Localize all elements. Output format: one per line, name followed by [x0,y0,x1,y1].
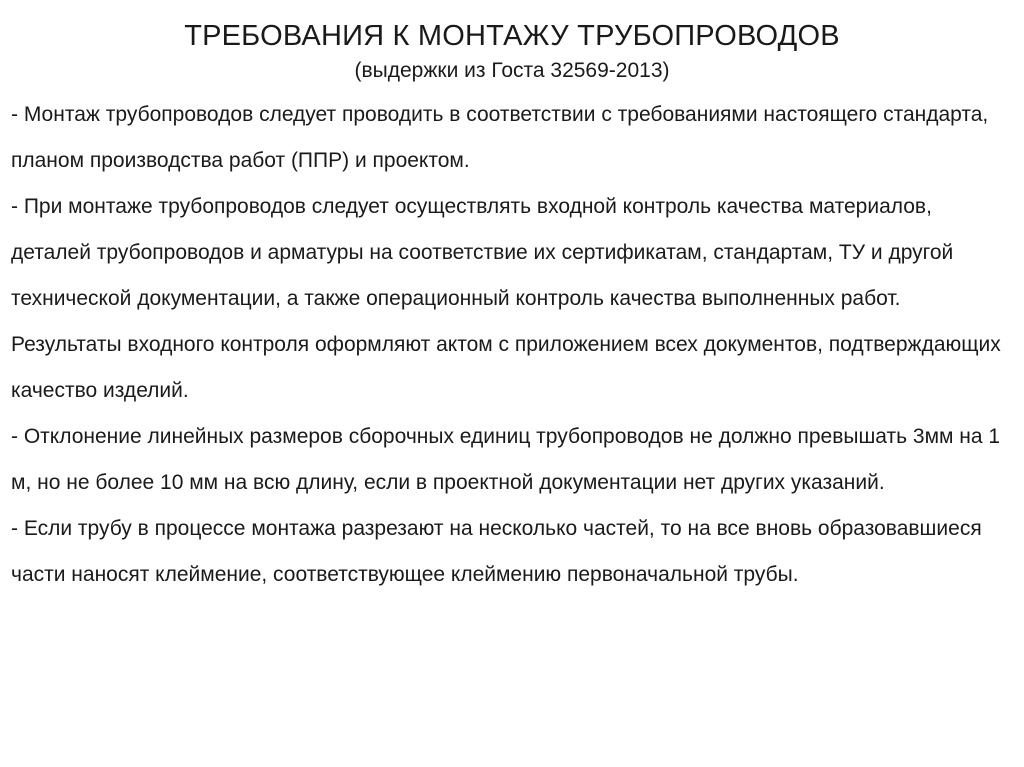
slide-body [11,92,1016,598]
paragraph-pipe-marking: - Если трубу в процессе монтажа разрезают на несколько частей, то на все вновь образовавшиеся части наносят клеймение, соответствующее клеймению первоначальной трубы. [11,517,982,586]
slide-subtitle: (выдержки из Госта 32569-2013) [354,59,670,82]
paragraph-installation-basis: - Монтаж трубопроводов следует проводить в соответствии с требованиями настоящего стандарта, планом производства работ (ППР) и проектом. [11,103,989,172]
paragraph-quality-control: - При монтаже трубопроводов следует осуществлять входной контроль качества материалов, деталей трубопроводов и арматуры на соответствие их сертификатам, стандартам, ТУ и другой технической документации, а также операционный контроль качества выполненных работ. Результаты входного контроля оформляют актом с приложением всех документов, подтверждающих качество изделий. [11,195,1001,402]
slide-title: ТРЕБОВАНИЯ К МОНТАЖУ ТРУБОПРОВОДОВ [184,20,840,52]
paragraph-dimension-tolerance: - Отклонение линейных размеров сборочных единиц трубопроводов не должно превышать 3мм на 1 м, но не более 10 мм на всю длину, если в проектной документации нет других указаний. [11,425,1001,494]
